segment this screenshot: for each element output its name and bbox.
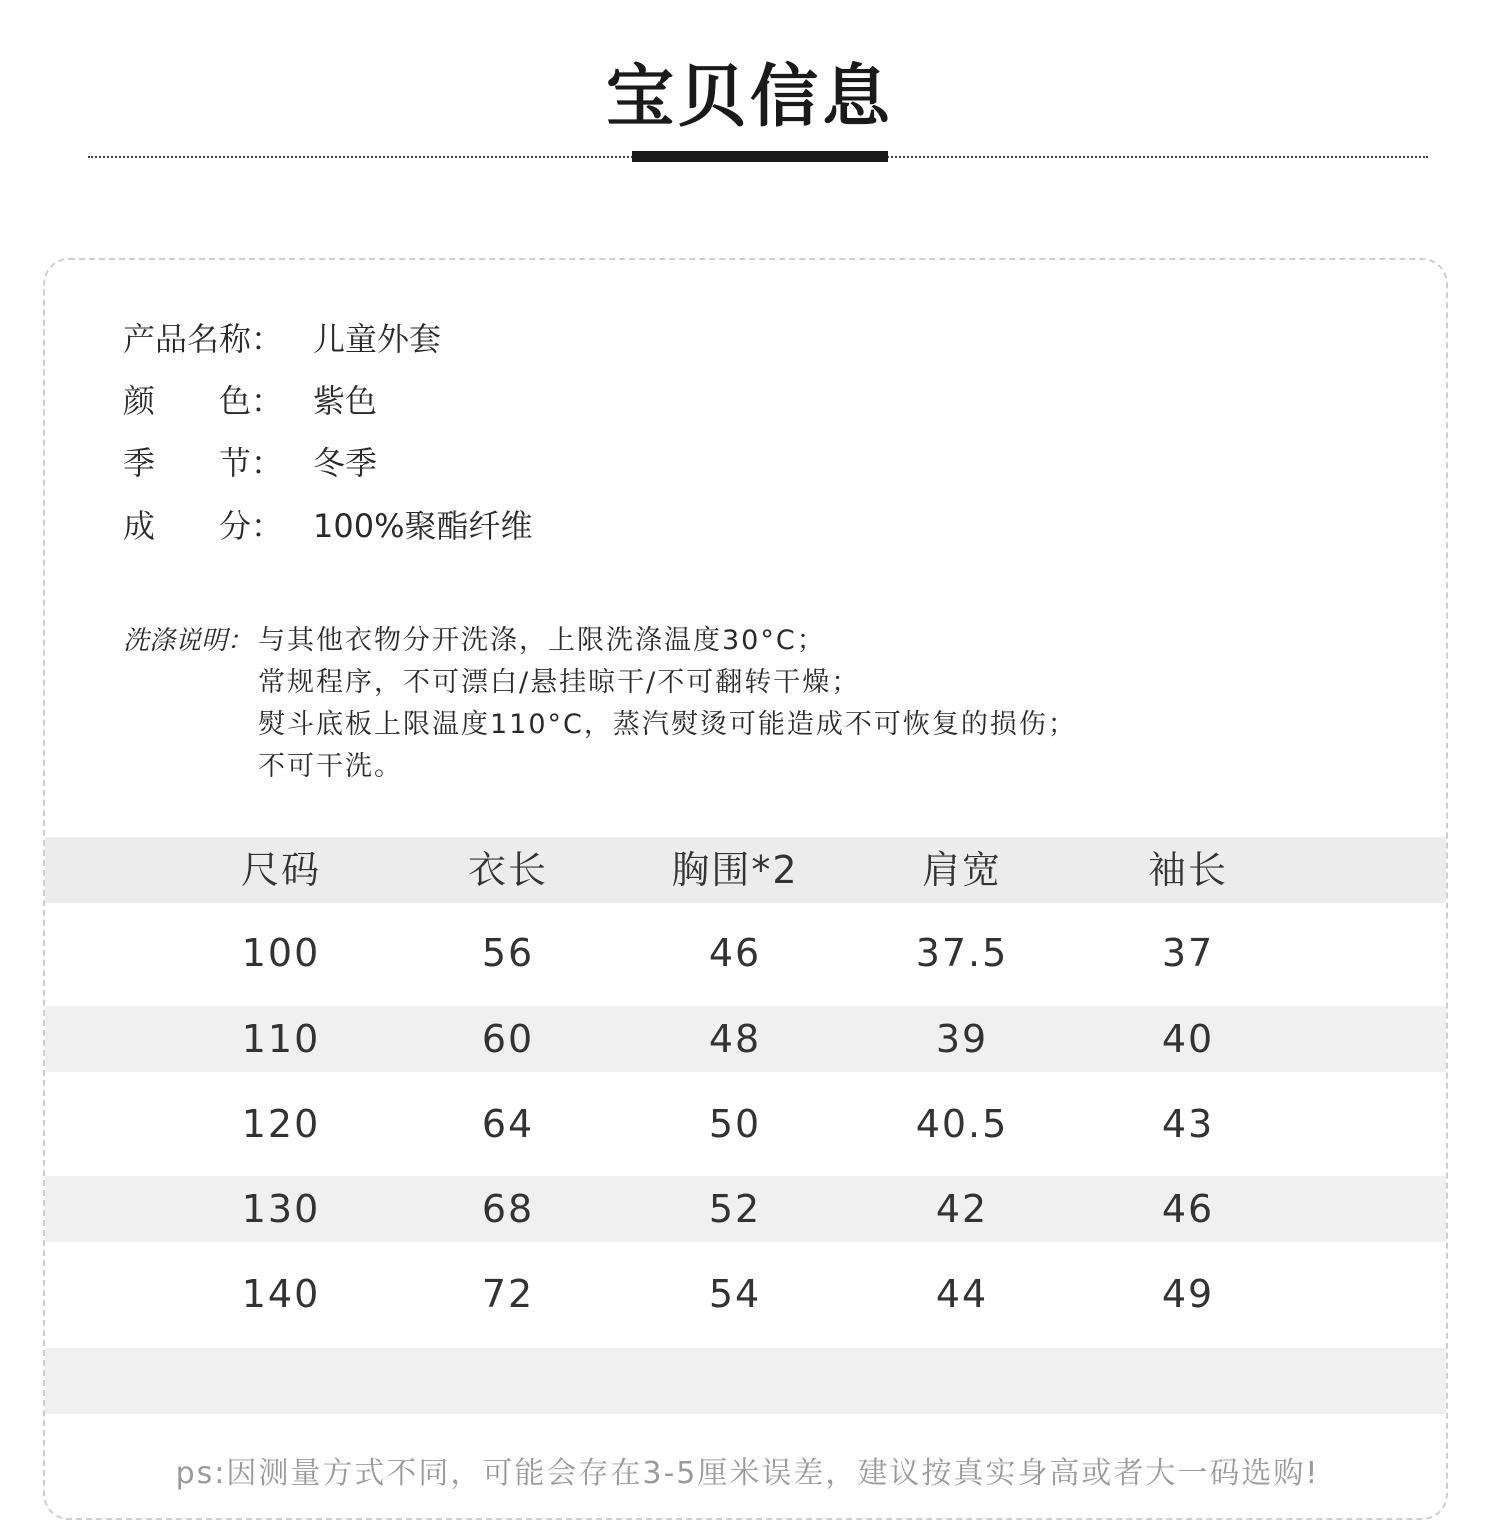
page-title: 宝贝信息	[605, 58, 894, 137]
table-cell: 44	[935, 1272, 989, 1316]
table-cell: 64	[481, 1102, 535, 1146]
table-cell: 37.5	[915, 931, 1009, 975]
info-value: 紫色	[313, 382, 378, 420]
info-value: 儿童外套	[313, 320, 442, 358]
table-cell: 46	[708, 931, 762, 975]
table-cell: 60	[481, 1017, 535, 1061]
table-cell: 40.5	[915, 1102, 1009, 1146]
measurement-note: ps:因测量方式不同，可能会存在3-5厘米误差，建议按真实身高或者大一码选购!	[175, 1456, 1320, 1491]
info-label: 颜 色：	[123, 382, 284, 420]
table-cell: 140	[241, 1272, 321, 1316]
table-cell: 50	[708, 1102, 762, 1146]
info-label: 产品名称：	[123, 320, 284, 358]
info-label: 季 节：	[123, 444, 284, 482]
wash-line: 与其他衣物分开洗涤，上限洗涤温度30°C；	[258, 625, 826, 656]
table-cell: 56	[481, 931, 535, 975]
wash-line: 不可干洗。	[258, 751, 403, 782]
table-cell: 48	[708, 1017, 762, 1061]
size-table-header	[45, 837, 1448, 903]
wash-line: 常规程序，不可漂白/悬挂晾干/不可翻转干燥；	[258, 667, 861, 698]
header-cell-sleeve: 袖长	[1147, 848, 1228, 892]
header-cell-length: 衣长	[467, 848, 548, 892]
wash-instructions-label: 洗涤说明：	[123, 626, 254, 656]
table-row-empty	[45, 1348, 1448, 1414]
table-cell: 68	[481, 1187, 535, 1231]
table-cell: 43	[1161, 1102, 1215, 1146]
table-cell: 42	[935, 1187, 989, 1231]
table-cell: 52	[708, 1187, 762, 1231]
table-row	[45, 1006, 1448, 1072]
table-cell: 49	[1161, 1272, 1215, 1316]
table-row	[45, 1176, 1448, 1242]
table-cell: 39	[935, 1017, 989, 1061]
table-row	[45, 1261, 1448, 1327]
info-value: 100%聚酯纤维	[313, 507, 533, 545]
product-info-card	[43, 258, 1448, 1520]
header-cell-shoulder: 肩宽	[921, 848, 1002, 892]
table-cell: 120	[241, 1102, 321, 1146]
table-cell: 46	[1161, 1187, 1215, 1231]
table-cell: 40	[1161, 1017, 1215, 1061]
wash-line: 熨斗底板上限温度110°C，蒸汽熨烫可能造成不可恢复的损伤；	[258, 709, 1077, 740]
table-cell: 72	[481, 1272, 535, 1316]
table-cell: 110	[241, 1017, 321, 1061]
header-cell-size: 尺码	[240, 848, 321, 892]
table-row	[45, 1091, 1448, 1157]
info-label: 成 分：	[123, 507, 284, 545]
table-cell: 130	[241, 1187, 321, 1231]
table-cell: 100	[241, 931, 321, 975]
table-row	[45, 920, 1448, 986]
title-underline-bar	[632, 151, 888, 162]
table-cell: 37	[1161, 931, 1215, 975]
table-cell: 54	[708, 1272, 762, 1316]
header-cell-chest: 胸围*2	[671, 848, 799, 892]
info-value: 冬季	[313, 444, 378, 482]
